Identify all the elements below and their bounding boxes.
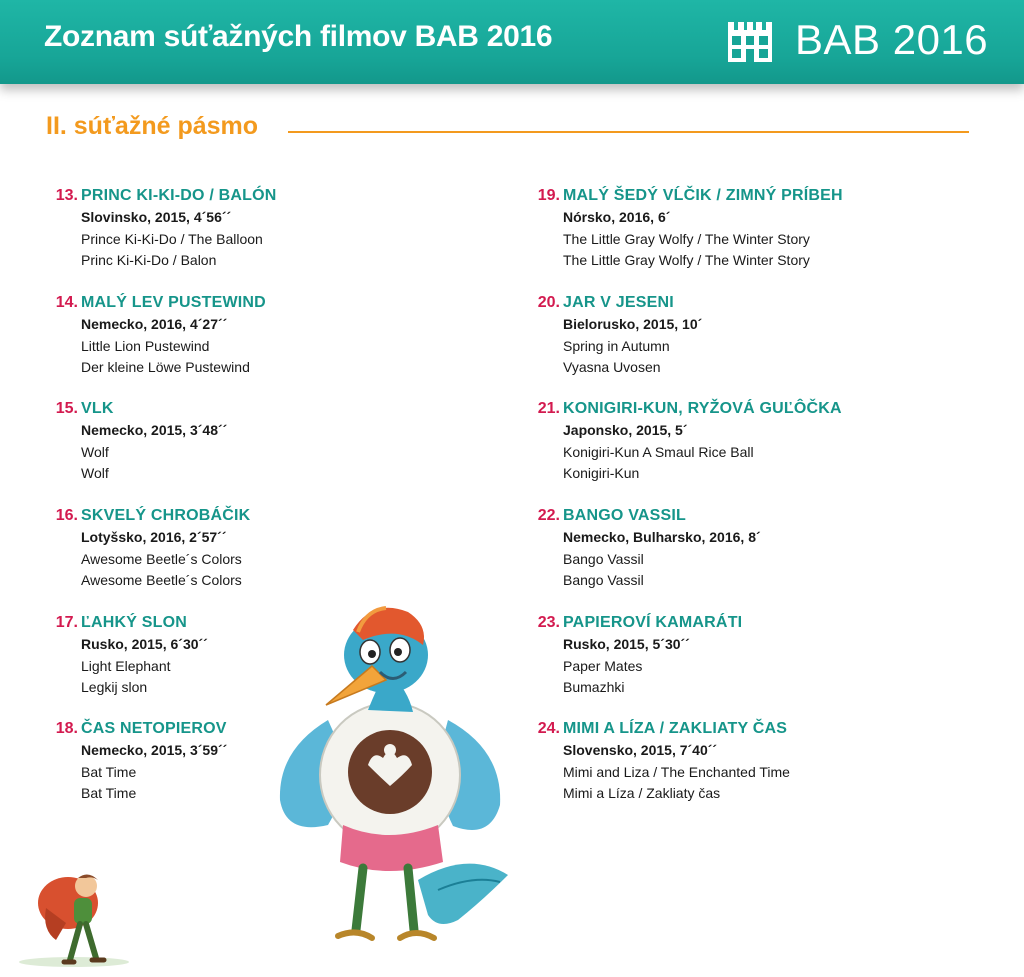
film-title: MIMI A LÍZA / ZAKLIATY ČAS xyxy=(563,720,788,737)
film-number: 21. xyxy=(537,400,560,417)
film-number: 16. xyxy=(55,507,78,524)
film-meta: Nemecko, 2015, 3´59´´ xyxy=(81,742,228,758)
film-title-english: Spring in Autumn xyxy=(563,338,670,354)
film-number: 15. xyxy=(55,400,78,417)
film-title-original: Princ Ki-Ki-Do / Balon xyxy=(81,252,217,268)
film-number: 19. xyxy=(537,187,560,204)
film-meta: Nórsko, 2016, 6´ xyxy=(563,209,671,225)
page-title: Zoznam súťažných filmov BAB 2016 xyxy=(44,20,553,53)
film-title: MALÝ LEV PUSTEWIND xyxy=(81,294,266,311)
film-number: 13. xyxy=(55,187,78,204)
film-meta: Japonsko, 2015, 5´ xyxy=(563,422,688,438)
film-title: ĽAHKÝ SLON xyxy=(81,614,187,631)
child-illustration xyxy=(16,868,134,968)
film-meta: Rusko, 2015, 6´30´´ xyxy=(81,636,208,652)
film-meta: Nemecko, 2016, 4´27´´ xyxy=(81,316,228,332)
film-title-original: Konigiri-Kun xyxy=(563,465,640,481)
film-title-english: Awesome Beetle´s Colors xyxy=(81,551,242,567)
film-title: BANGO VASSIL xyxy=(563,507,687,524)
film-meta: Rusko, 2015, 5´30´´ xyxy=(563,636,690,652)
film-meta: Slovinsko, 2015, 4´56´´ xyxy=(81,209,232,225)
film-meta: Bielorusko, 2015, 10´ xyxy=(563,316,703,332)
film-title-english: Konigiri-Kun A Smaul Rice Ball xyxy=(563,444,754,460)
film-title-english: Little Lion Pustewind xyxy=(81,338,210,354)
film-number: 20. xyxy=(537,294,560,311)
film-title-english: Mimi and Liza / The Enchanted Time xyxy=(563,764,790,780)
film-number: 22. xyxy=(537,507,560,524)
bird-illustration xyxy=(268,600,528,950)
film-number: 17. xyxy=(55,614,78,631)
film-title-english: Wolf xyxy=(81,444,109,460)
section-title: II. súťažné pásmo xyxy=(46,112,259,140)
film-title-original: Bat Time xyxy=(81,785,137,801)
film-title-english: Light Elephant xyxy=(81,658,171,674)
film-number: 23. xyxy=(537,614,560,631)
film-number: 24. xyxy=(537,720,560,737)
film-title-original: Wolf xyxy=(81,465,109,481)
logo-text: BAB 2016 xyxy=(795,16,989,63)
film-title: PAPIEROVÍ KAMARÁTI xyxy=(563,614,743,631)
castle-logo-icon xyxy=(728,22,772,62)
section-divider xyxy=(288,131,969,133)
film-number: 18. xyxy=(55,720,78,737)
header-bar xyxy=(0,0,1024,84)
film-title-original: Awesome Beetle´s Colors xyxy=(81,572,242,588)
film-title: PRINC KI-KI-DO / BALÓN xyxy=(81,187,277,204)
film-title: JAR V JESENI xyxy=(563,294,674,311)
film-number: 14. xyxy=(55,294,78,311)
film-title-original: Der kleine Löwe Pustewind xyxy=(81,359,250,375)
film-title-english: Bat Time xyxy=(81,764,137,780)
film-title-original: Vyasna Uvosen xyxy=(563,359,661,375)
film-title-original: The Little Gray Wolfy / The Winter Story xyxy=(563,252,810,268)
film-title: ČAS NETOPIEROV xyxy=(81,720,227,737)
film-title-original: Bango Vassil xyxy=(563,572,644,588)
film-title: KONIGIRI-KUN, RYŽOVÁ GUĽÔČKA xyxy=(563,400,842,417)
film-title-english: Prince Ki-Ki-Do / The Balloon xyxy=(81,231,263,247)
film-title-original: Legkij slon xyxy=(81,679,148,695)
film-title-english: Paper Mates xyxy=(563,658,643,674)
film-meta: Slovensko, 2015, 7´40´´ xyxy=(563,742,718,758)
film-meta: Nemecko, 2015, 3´48´´ xyxy=(81,422,228,438)
film-title-original: Bumazhki xyxy=(563,679,625,695)
film-title-english: Bango Vassil xyxy=(563,551,644,567)
film-meta: Lotyšsko, 2016, 2´57´´ xyxy=(81,529,227,545)
film-title-english: The Little Gray Wolfy / The Winter Story xyxy=(563,231,810,247)
film-title: SKVELÝ CHROBÁČIK xyxy=(81,507,251,524)
film-meta: Nemecko, Bulharsko, 2016, 8´ xyxy=(563,529,761,545)
film-title: MALÝ ŠEDÝ VĹČIK / ZIMNÝ PRÍBEH xyxy=(563,187,843,204)
film-title: VLK xyxy=(81,400,114,417)
film-title-original: Mimi a Líza / Zakliaty čas xyxy=(563,785,721,801)
